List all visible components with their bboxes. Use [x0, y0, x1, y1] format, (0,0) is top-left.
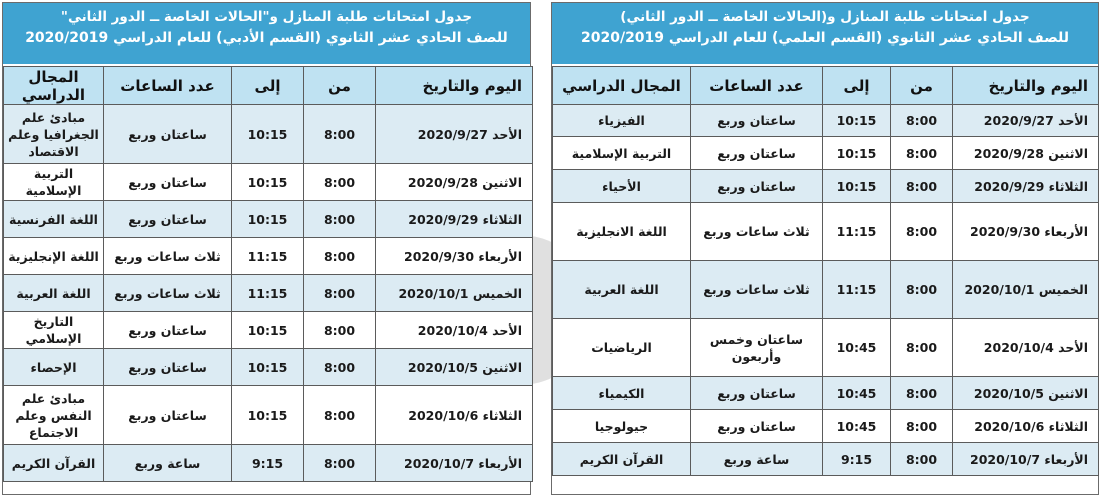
subject-cell: الإحصاء [4, 349, 104, 386]
to-cell: 11:15 [232, 238, 304, 275]
hours-cell: ساعتان وربع [691, 170, 823, 203]
hours-cell: ثلاث ساعات وربع [691, 203, 823, 261]
subject-cell: مبادئ علم النفس وعلم الاجتماع [4, 386, 104, 445]
hours-cell: ساعتان وربع [104, 105, 232, 164]
to-cell: 10:15 [823, 105, 891, 137]
date-cell: الاثنين 2020/10/5 [953, 377, 1099, 410]
from-cell: 8:00 [304, 386, 376, 445]
table-row [4, 349, 533, 386]
date-cell: الأحد 2020/9/27 [953, 105, 1099, 137]
subject-cell: القرآن الكريم [4, 445, 104, 482]
table-row [4, 312, 533, 349]
subject-cell: القرآن الكريم [553, 443, 691, 476]
table-row [553, 105, 1099, 137]
subject-cell: جيولوجيا [553, 410, 691, 443]
to-cell: 11:15 [232, 275, 304, 312]
to-cell: 10:15 [232, 105, 304, 164]
table-row [553, 443, 1099, 476]
to-cell: 10:15 [232, 164, 304, 201]
date-cell: الثلاثاء 2020/9/29 [376, 201, 533, 238]
date-cell: الاثنين 2020/9/28 [376, 164, 533, 201]
table-row [553, 319, 1099, 377]
table-row [4, 445, 533, 482]
date-cell: الأربعاء 2020/9/30 [953, 203, 1099, 261]
literary-table-header [3, 3, 530, 66]
to-cell: 10:15 [232, 386, 304, 445]
to-cell: 10:15 [823, 137, 891, 170]
hours-cell: ساعتان وربع [691, 105, 823, 137]
subject-cell: اللغة العربية [4, 275, 104, 312]
hours-cell: ساعة وربع [691, 443, 823, 476]
from-cell: 8:00 [304, 201, 376, 238]
hours-cell: ساعتان وربع [104, 164, 232, 201]
date-cell: الاثنين 2020/10/5 [376, 349, 533, 386]
column-header-date: اليوم والتاريخ [376, 67, 533, 105]
to-cell: 10:45 [823, 319, 891, 377]
date-cell: الأحد 2020/10/4 [376, 312, 533, 349]
hours-cell: ساعة وربع [104, 445, 232, 482]
subject-cell: اللغة الإنجليزية [4, 238, 104, 275]
date-cell: الاثنين 2020/9/28 [953, 137, 1099, 170]
from-cell: 8:00 [891, 203, 953, 261]
column-header-hours: عدد الساعات [104, 67, 232, 105]
subject-cell: الكيمياء [553, 377, 691, 410]
table-row [4, 238, 533, 275]
column-header-from: من [304, 67, 376, 105]
column-header-to: إلى [823, 67, 891, 105]
scientific-schedule-table [552, 66, 1099, 476]
subject-cell: الرياضيات [553, 319, 691, 377]
literary-section-panel [2, 2, 531, 495]
table-title-line2: للصف الحادي عشر الثانوي (القسم الأدبي) للعام الدراسي 2020/2019 [25, 30, 508, 46]
date-cell: الثلاثاء 2020/9/29 [953, 170, 1099, 203]
from-cell: 8:00 [891, 137, 953, 170]
subject-cell: التربية الإسلامية [553, 137, 691, 170]
date-cell: الثلاثاء 2020/10/6 [953, 410, 1099, 443]
scientific-section-panel [551, 2, 1099, 495]
to-cell: 10:45 [823, 377, 891, 410]
hours-cell: ساعتان وربع [104, 386, 232, 445]
subject-cell: الفيزياء [553, 105, 691, 137]
hours-cell: ثلاث ساعات وربع [104, 275, 232, 312]
column-header-hours: عدد الساعات [691, 67, 823, 105]
table-row [4, 105, 533, 164]
to-cell: 9:15 [232, 445, 304, 482]
table-title-line2: للصف الحادي عشر الثانوي (القسم العلمي) للعام الدراسي 2020/2019 [580, 30, 1069, 46]
table-row [553, 261, 1099, 319]
hours-cell: ساعتان وربع [104, 312, 232, 349]
hours-cell: ساعتان وربع [691, 377, 823, 410]
from-cell: 8:00 [304, 312, 376, 349]
table-row [4, 275, 533, 312]
hours-cell: ثلاث ساعات وربع [691, 261, 823, 319]
hours-cell: ساعتان وخمس وأربعون [691, 319, 823, 377]
date-cell: الأربعاء 2020/10/7 [953, 443, 1099, 476]
hours-cell: ساعتان وربع [104, 201, 232, 238]
hours-cell: ثلاث ساعات وربع [104, 238, 232, 275]
table-row [553, 137, 1099, 170]
subject-cell: اللغة الفرنسية [4, 201, 104, 238]
to-cell: 10:15 [232, 312, 304, 349]
column-header-subject: المجال الدراسي [4, 67, 104, 105]
hours-cell: ساعتان وربع [104, 349, 232, 386]
table-title-line1: جدول امتحانات طلبة المنازل و"الحالات الخاصة ــ الدور الثاني" [60, 9, 473, 25]
column-header-date: اليوم والتاريخ [953, 67, 1099, 105]
subject-cell: مبادئ علم الجغرافيا وعلم الاقتصاد [4, 105, 104, 164]
date-cell: الأربعاء 2020/9/30 [376, 238, 533, 275]
subject-cell: اللغة العربية [553, 261, 691, 319]
table-row [553, 377, 1099, 410]
date-cell: الثلاثاء 2020/10/6 [376, 386, 533, 445]
date-cell: الخميس 2020/10/1 [376, 275, 533, 312]
from-cell: 8:00 [891, 319, 953, 377]
from-cell: 8:00 [304, 105, 376, 164]
table-row [553, 203, 1099, 261]
table-title-line1: جدول امتحانات طلبة المنازل و(الحالات الخاصة ــ الدور الثاني) [620, 9, 1030, 25]
from-cell: 8:00 [891, 261, 953, 319]
column-header-to: إلى [232, 67, 304, 105]
to-cell: 9:15 [823, 443, 891, 476]
subject-cell: التاريخ الإسلامي [4, 312, 104, 349]
from-cell: 8:00 [304, 164, 376, 201]
table-row [553, 410, 1099, 443]
from-cell: 8:00 [891, 377, 953, 410]
table-row [4, 386, 533, 445]
hours-cell: ساعتان وربع [691, 410, 823, 443]
column-header-subject: المجال الدراسي [553, 67, 691, 105]
scientific-table-header [552, 3, 1098, 66]
from-cell: 8:00 [304, 275, 376, 312]
column-header-from: من [891, 67, 953, 105]
to-cell: 11:15 [823, 203, 891, 261]
from-cell: 8:00 [891, 170, 953, 203]
to-cell: 10:15 [823, 170, 891, 203]
table-row [4, 201, 533, 238]
subject-cell: الأحياء [553, 170, 691, 203]
to-cell: 10:45 [823, 410, 891, 443]
from-cell: 8:00 [304, 349, 376, 386]
subject-cell: اللغة الانجليزية [553, 203, 691, 261]
from-cell: 8:00 [891, 443, 953, 476]
to-cell: 10:15 [232, 201, 304, 238]
hours-cell: ساعتان وربع [691, 137, 823, 170]
to-cell: 11:15 [823, 261, 891, 319]
table-row [553, 170, 1099, 203]
date-cell: الأحد 2020/9/27 [376, 105, 533, 164]
date-cell: الأحد 2020/10/4 [953, 319, 1099, 377]
subject-cell: التربية الإسلامية [4, 164, 104, 201]
table-row [4, 164, 533, 201]
from-cell: 8:00 [304, 238, 376, 275]
from-cell: 8:00 [891, 410, 953, 443]
from-cell: 8:00 [304, 445, 376, 482]
from-cell: 8:00 [891, 105, 953, 137]
to-cell: 10:15 [232, 349, 304, 386]
date-cell: الخميس 2020/10/1 [953, 261, 1099, 319]
literary-schedule-table [3, 66, 533, 482]
date-cell: الأربعاء 2020/10/7 [376, 445, 533, 482]
